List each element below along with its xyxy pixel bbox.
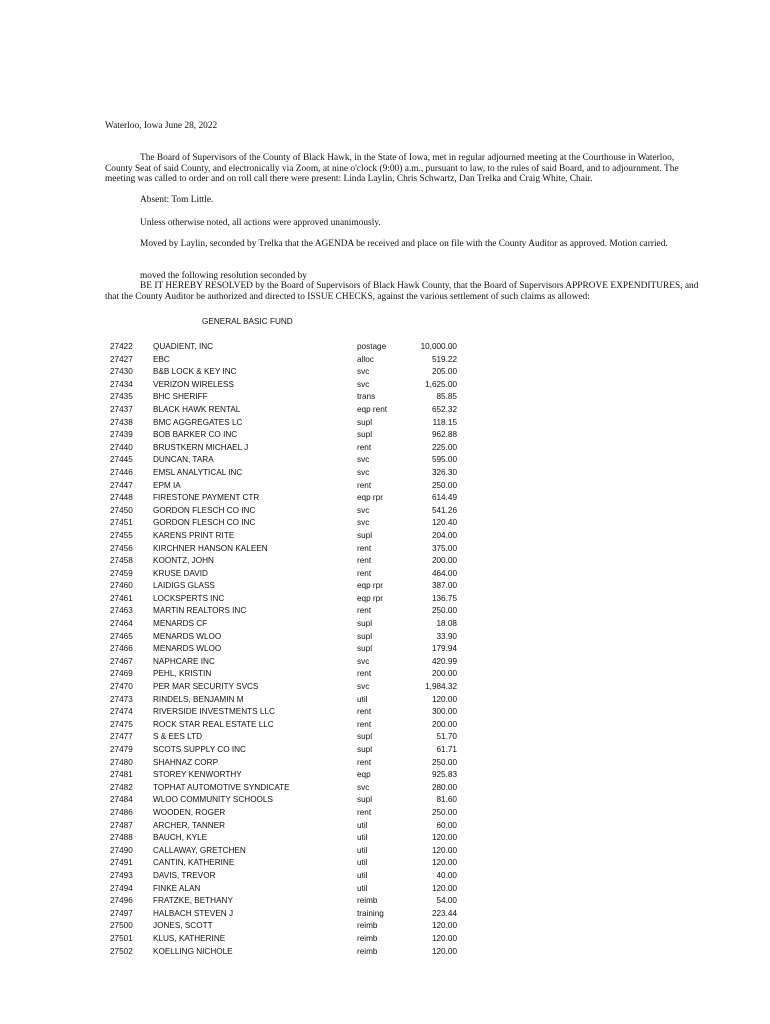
vendor-name: GORDON FLESCH CO INC [153,505,256,515]
claim-amount: 962.88 [431,430,457,440]
vendor-name: JONES, SCOTT [153,921,213,931]
claim-category: rent [357,807,372,817]
claim-amount: 33.90 [436,631,457,641]
claim-category: supl [357,530,373,540]
table-row [0,354,770,367]
table-row [0,870,770,883]
vendor-name: MARTIN REALTORS INC [153,606,247,616]
claim-amount: 541.26 [431,505,457,515]
table-row [0,530,770,543]
claim-category: rent [357,480,372,490]
dateline: Waterloo, Iowa June 28, 2022 [105,121,218,131]
table-row [0,543,770,556]
claim-amount: 61.71 [436,745,457,754]
table-row [0,820,770,833]
vendor-name: CANTIN, KATHERINE [153,858,235,868]
vendor-name: EBC [153,354,170,364]
vendor-name: KRUSE DAVID [153,568,208,578]
table-row [0,681,770,694]
claim-amount: 200.00 [431,669,457,679]
vendor-name: PEHL, KRISTIN [153,669,212,679]
claim-category: eqp [357,770,371,780]
resolution-text: BE IT HEREBY RESOLVED by the Board of Supervisors of Black Hawk County, that the Board of Supervisors APPROVE EXPENDITURES, and that the County Auditor be authorized and directed to ISSUE CHECKS, against the various settlement of such claims as allowed: [105,281,699,302]
claim-number: 27470 [110,682,133,692]
claim-number: 27486 [110,807,133,817]
table-row [0,769,770,782]
claim-amount: 81.60 [436,795,457,805]
table-row [0,341,770,354]
table-row [0,631,770,644]
table-row [0,404,770,417]
vendor-name: KIRCHNER HANSON KALEEN [153,543,268,553]
claim-number: 27448 [110,493,133,503]
claim-category: svc [357,505,370,515]
claim-category: util [357,845,368,855]
claim-amount: 1,984.32 [425,682,457,692]
claim-category: util [357,883,368,893]
claim-amount: 85.85 [436,392,457,402]
claim-category: supl [357,417,373,427]
claim-category: svc [357,455,370,465]
table-row [0,492,770,505]
claim-number: 27502 [110,946,133,956]
table-row [0,946,770,959]
claim-category: trans [357,392,376,402]
claim-number: 27479 [110,745,133,754]
agenda-motion: Moved by Laylin, seconded by Trelka that the AGENDA be received and place on file with the County Auditor as approved. Motion carried. [140,239,668,249]
claim-number: 27474 [110,707,133,717]
table-row [0,744,770,757]
unanimous-note: Unless otherwise noted, all actions were approved unanimously. [140,218,381,228]
table-row [0,845,770,858]
claim-category: eqp rpr [357,593,383,603]
table-row [0,832,770,845]
table-row [0,417,770,430]
claim-number: 27477 [110,732,133,742]
claim-category: eqp rent [357,404,388,414]
table-row [0,517,770,530]
claim-number: 27458 [110,556,133,566]
claim-amount: 464.00 [431,568,457,578]
claim-category: svc [357,782,370,792]
claim-number: 27463 [110,606,133,616]
claim-number: 27469 [110,669,133,679]
claim-category: supl [357,745,373,754]
vendor-name: WOODEN, ROGER [153,807,226,817]
claim-number: 27490 [110,845,133,855]
claim-category: supl [357,644,373,654]
table-row [0,731,770,744]
claim-number: 27439 [110,430,133,440]
claim-amount: 120.00 [431,833,457,843]
claim-category: supl [357,631,373,641]
claim-number: 27501 [110,933,133,943]
claim-category: util [357,833,368,843]
claim-number: 27467 [110,656,133,666]
claim-amount: 1,625.00 [425,379,457,389]
claim-number: 27461 [110,593,133,603]
claim-category: reimb [357,896,378,906]
table-row [0,580,770,593]
claim-amount: 614.49 [431,493,457,503]
claim-number: 27434 [110,379,133,389]
vendor-name: SCOTS SUPPLY CO INC [153,745,246,754]
claim-number: 27430 [110,367,133,377]
claim-category: reimb [357,946,378,956]
vendor-name: DAVIS, TREVOR [153,870,216,880]
vendor-name: KARENS PRINT RITE [153,530,235,540]
claim-number: 27445 [110,455,133,465]
claim-category: util [357,870,368,880]
claim-amount: 120.00 [431,883,457,893]
claim-number: 27464 [110,619,133,629]
claim-category: alloc [357,354,374,364]
claim-category: rent [357,719,372,729]
vendor-name: LAIDIGS GLASS [153,581,215,591]
claim-category: supl [357,795,373,805]
claim-category: supl [357,732,373,742]
table-row [0,643,770,656]
claim-category: svc [357,656,370,666]
vendor-name: FIRESTONE PAYMENT CTR [153,493,260,503]
claim-category: util [357,820,368,830]
claim-number: 27450 [110,505,133,515]
claim-amount: 326.30 [431,467,457,477]
claim-category: rent [357,568,372,578]
table-row [0,454,770,467]
vendor-name: VERIZON WIRELESS [153,379,234,389]
claim-amount: 280.00 [431,782,457,792]
claim-number: 27459 [110,568,133,578]
claim-category: rent [357,442,372,452]
vendor-name: ROCK STAR REAL ESTATE LLC [153,719,274,729]
table-row [0,857,770,870]
claim-category: rent [357,606,372,616]
intro-paragraph: The Board of Supervisors of the County of Black Hawk, in the State of Iowa, met in regular adjourned meeting at the Courthouse in Waterloo, County Seat of said County, and electronically via Zoom, at nine o'clock (9:00) a.m., pursuant to law, to the rules of said Board, and to adjournment. The meeting was called to order and on roll call there were present: Linda Laylin, Chris Schwartz, Dan Trelka and Craig White, Chair. [105,153,679,185]
vendor-name: STOREY KENWORTHY [153,770,242,780]
resolution-moved: moved the following resolution seconded by [140,271,307,281]
claim-category: rent [357,543,372,553]
vendor-name: SHAHNAZ CORP [153,757,219,767]
vendor-name: QUADIENT, INC [153,342,214,351]
vendor-name: S & EES LTD [153,732,202,742]
claim-amount: 204.00 [431,530,457,540]
vendor-name: HALBACH STEVEN J [153,908,234,918]
claim-category: supl [357,619,373,629]
table-row [0,706,770,719]
claim-category: util [357,858,368,868]
claim-number: 27481 [110,770,133,780]
vendor-name: DUNCAN, TARA [153,455,214,465]
claim-number: 27488 [110,833,133,843]
table-row [0,668,770,681]
claim-amount: 420.99 [431,656,457,666]
claim-category: util [357,694,368,704]
claim-number: 27473 [110,694,133,704]
claim-amount: 120.00 [431,694,457,704]
claim-amount: 387.00 [431,581,457,591]
claim-category: eqp rpr [357,493,383,503]
claim-number: 27422 [110,342,133,351]
vendor-name: GORDON FLESCH CO INC [153,518,256,528]
claim-amount: 375.00 [431,543,457,553]
claim-number: 27447 [110,480,133,490]
table-row [0,757,770,770]
claim-amount: 250.00 [431,480,457,490]
vendor-name: B&B LOCK & KEY INC [153,367,237,377]
vendor-name: BAUCH, KYLE [153,833,208,843]
claim-amount: 179.94 [431,644,457,654]
table-row [0,391,770,404]
claim-category: postage [357,342,387,351]
claim-category: reimb [357,933,378,943]
vendor-name: EPM IA [153,480,181,490]
table-row [0,442,770,455]
vendor-name: BOB BARKER CO INC [153,430,238,440]
claim-amount: 120.40 [431,518,457,528]
claim-number: 27494 [110,883,133,893]
claim-amount: 120.00 [431,845,457,855]
claim-number: 27456 [110,543,133,553]
vendor-name: RIVERSIDE INVESTMENTS LLC [153,707,275,717]
claim-number: 27496 [110,896,133,906]
claim-category: eqp rpr [357,581,383,591]
claim-number: 27440 [110,442,133,452]
table-row [0,794,770,807]
vendor-name: RINDELS, BENJAMIN M [153,694,244,704]
claim-category: rent [357,757,372,767]
table-row [0,467,770,480]
vendor-name: BLACK HAWK RENTAL [153,404,241,414]
claim-amount: 925.83 [431,770,457,780]
claim-amount: 54.00 [436,896,457,906]
table-row [0,593,770,606]
claim-category: svc [357,379,370,389]
table-row [0,807,770,820]
claim-amount: 51.70 [436,732,457,742]
claim-amount: 200.00 [431,556,457,566]
table-row [0,505,770,518]
vendor-name: WLOO COMMUNITY SCHOOLS [153,795,273,805]
claim-category: supl [357,430,373,440]
absent-line: Absent: Tom Little. [140,195,214,205]
vendor-name: KLUS, KATHERINE [153,933,226,943]
vendor-name: TOPHAT AUTOMOTIVE SYNDICATE [153,782,290,792]
table-row [0,694,770,707]
vendor-name: BHC SHERIFF [153,392,208,402]
claim-amount: 205.00 [431,367,457,377]
claim-number: 27480 [110,757,133,767]
table-row [0,429,770,442]
claim-amount: 120.00 [431,921,457,931]
claim-number: 27446 [110,467,133,477]
table-row [0,555,770,568]
claim-category: rent [357,556,372,566]
claim-amount: 250.00 [431,757,457,767]
vendor-name: ARCHER, TANNER [153,820,226,830]
claim-amount: 118.15 [432,417,457,427]
table-row [0,933,770,946]
claim-category: training [357,908,384,918]
claim-number: 27484 [110,795,133,805]
claim-number: 27493 [110,870,133,880]
claim-number: 27427 [110,354,133,364]
claim-amount: 120.00 [431,946,457,956]
claim-number: 27500 [110,921,133,931]
claim-number: 27460 [110,581,133,591]
claim-number: 27482 [110,782,133,792]
claim-amount: 223.44 [431,908,457,918]
table-row [0,618,770,631]
claim-amount: 300.00 [431,707,457,717]
vendor-name: BMC AGGREGATES LC [153,417,243,427]
table-row [0,920,770,933]
vendor-name: BRUSTKERN MICHAEL J [153,442,249,452]
claim-number: 27438 [110,417,133,427]
claim-category: svc [357,518,370,528]
fund-heading: GENERAL BASIC FUND [202,317,293,326]
claim-number: 27437 [110,404,133,414]
vendor-name: KOONTZ, JOHN [153,556,214,566]
vendor-name: PER MAR SECURITY SVCS [153,682,259,692]
claim-category: svc [357,682,370,692]
claim-amount: 10,000.00 [420,342,457,351]
table-row [0,656,770,669]
claim-amount: 40.00 [436,870,457,880]
claim-number: 27435 [110,392,133,402]
claim-number: 27466 [110,644,133,654]
claim-number: 27491 [110,858,133,868]
vendor-name: MENARDS CF [153,619,208,629]
claim-number: 27487 [110,820,133,830]
claim-amount: 200.00 [431,719,457,729]
vendor-name: FINKE ALAN [153,883,201,893]
claim-category: reimb [357,921,378,931]
claim-amount: 225.00 [431,442,457,452]
claim-amount: 250.00 [431,807,457,817]
claim-number: 27455 [110,530,133,540]
vendor-name: FRATZKE, BETHANY [153,896,233,906]
table-row [0,895,770,908]
table-row [0,379,770,392]
claim-number: 27465 [110,631,133,641]
table-row [0,719,770,732]
claim-category: svc [357,467,370,477]
vendor-name: MENARDS WLOO [153,644,222,654]
claim-category: rent [357,707,372,717]
table-row [0,883,770,896]
claim-amount: 652.32 [431,404,457,414]
vendor-name: LOCKSPERTS INC [153,593,225,603]
claim-number: 27451 [110,518,133,528]
claims-table [0,341,770,958]
claim-amount: 519.22 [431,354,457,364]
vendor-name: KOELLING NICHOLE [153,946,233,956]
table-row [0,366,770,379]
claim-amount: 120.00 [431,933,457,943]
claim-amount: 18.08 [436,619,457,629]
table-row [0,605,770,618]
claim-number: 27475 [110,719,133,729]
claim-number: 27497 [110,908,133,918]
claim-amount: 120.00 [431,858,457,868]
claim-category: rent [357,669,372,679]
table-row [0,480,770,493]
vendor-name: MENARDS WLOO [153,631,222,641]
claim-amount: 136.75 [431,593,457,603]
table-row [0,908,770,921]
claim-amount: 60.00 [436,820,457,830]
claim-amount: 595.00 [431,455,457,465]
table-row [0,782,770,795]
claim-amount: 250.00 [431,606,457,616]
table-row [0,568,770,581]
vendor-name: NAPHCARE INC [153,656,215,666]
claim-category: svc [357,367,370,377]
vendor-name: EMSL ANALYTICAL INC [153,467,243,477]
vendor-name: CALLAWAY, GRETCHEN [153,845,246,855]
